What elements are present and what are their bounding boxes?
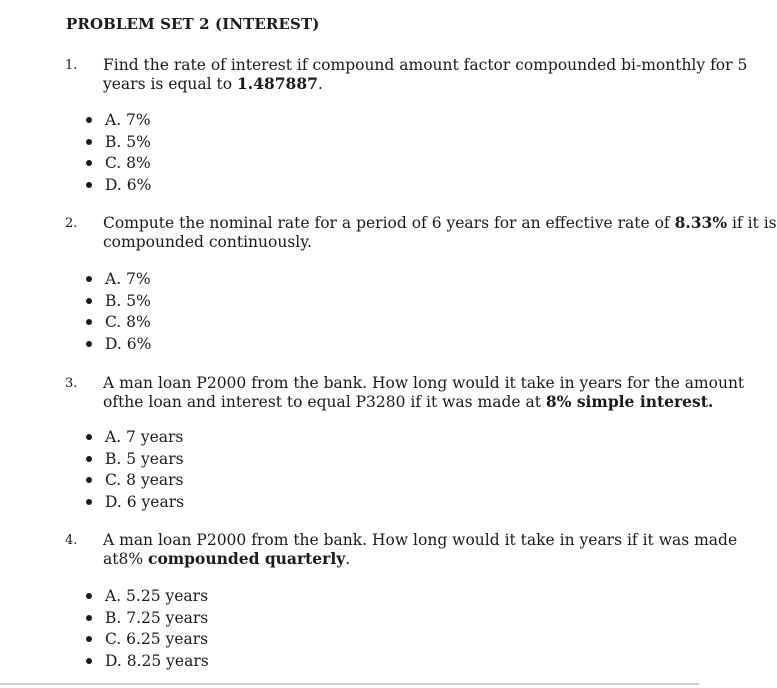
question-text <box>103 213 777 251</box>
question-line: A man loan P2000 from the bank. How long would it take in years if it was made <box>103 531 738 549</box>
bullet-icon <box>86 117 92 123</box>
bullet-icon <box>86 341 92 347</box>
bullet-icon <box>86 139 92 145</box>
question-line: if it is <box>727 214 777 232</box>
document-page: PROBLEM SET 2 (INTEREST) 1. Find the rate of interest if compound amount factor compounded bi-monthly for 5 years is equal to 1.487887. A. 7% B. 5% C. 8% D. 6% 2. Compute the nominal rate for a period of 6 years for an effective rate of 8.33% if it is compounded continuously. A. 7% B. 5% C. 8% D. 6% 3. A man loan P2000 from the bank. How long would it take in years for the amount ofthe loan and interest to equal P3280 if it was made at 8% simple interest. A. 7 years B. 5 years C. 8 years D. 6 years 4. A man loan P2000 from the bank. How long would it take in years if it was made at8% compounded quarterly. A. 5.25 years B. 7.25 years C. 6.25 years D. 8.25 years <box>0 0 699 688</box>
question-emphasis: compounded quarterly <box>148 548 346 568</box>
question-text <box>103 56 748 93</box>
bullet-icon <box>86 593 92 599</box>
question-emphasis: 8% simple interest. <box>545 391 714 411</box>
problem-number: 3. <box>65 376 78 391</box>
bullet-icon <box>86 636 92 642</box>
bullet-icon <box>86 477 92 483</box>
question-line: at8% <box>103 549 148 568</box>
question-emphasis: 1.487887 <box>237 73 318 93</box>
question-line: compounded continuously. <box>103 232 312 251</box>
question-emphasis: 8.33% <box>674 213 728 232</box>
page-title: PROBLEM SET 2 (INTEREST) <box>66 15 320 33</box>
bullet-icon <box>86 499 92 505</box>
bullet-icon <box>86 434 92 440</box>
question-punct: . <box>317 74 323 93</box>
problem-number: 1. <box>65 58 78 73</box>
bullet-icon <box>86 298 92 304</box>
question-line: years is equal to <box>103 74 237 93</box>
question-line: A man loan P2000 from the bank. How long would it take in years for the amount <box>103 374 745 392</box>
bullet-icon <box>86 615 92 621</box>
bullet-icon <box>86 658 92 664</box>
bullet-icon <box>86 319 92 325</box>
question-line: Compute the nominal rate for a period of 6 years for an effective rate of <box>103 214 675 232</box>
problem-number: 2. <box>65 216 78 231</box>
bullet-icon <box>86 160 92 166</box>
problem-number: 4. <box>65 533 78 548</box>
bullet-icon <box>86 276 92 282</box>
question-punct: . <box>345 549 351 568</box>
bullet-icon <box>86 456 92 462</box>
page-bottom-divider <box>0 683 699 685</box>
question-text <box>103 374 745 411</box>
bullet-icon <box>86 182 92 188</box>
question-text <box>103 531 738 568</box>
question-line: ofthe loan and interest to equal P3280 if it was made at <box>103 392 546 411</box>
question-line: Find the rate of interest if compound amount factor compounded bi-monthly for 5 <box>103 56 748 74</box>
